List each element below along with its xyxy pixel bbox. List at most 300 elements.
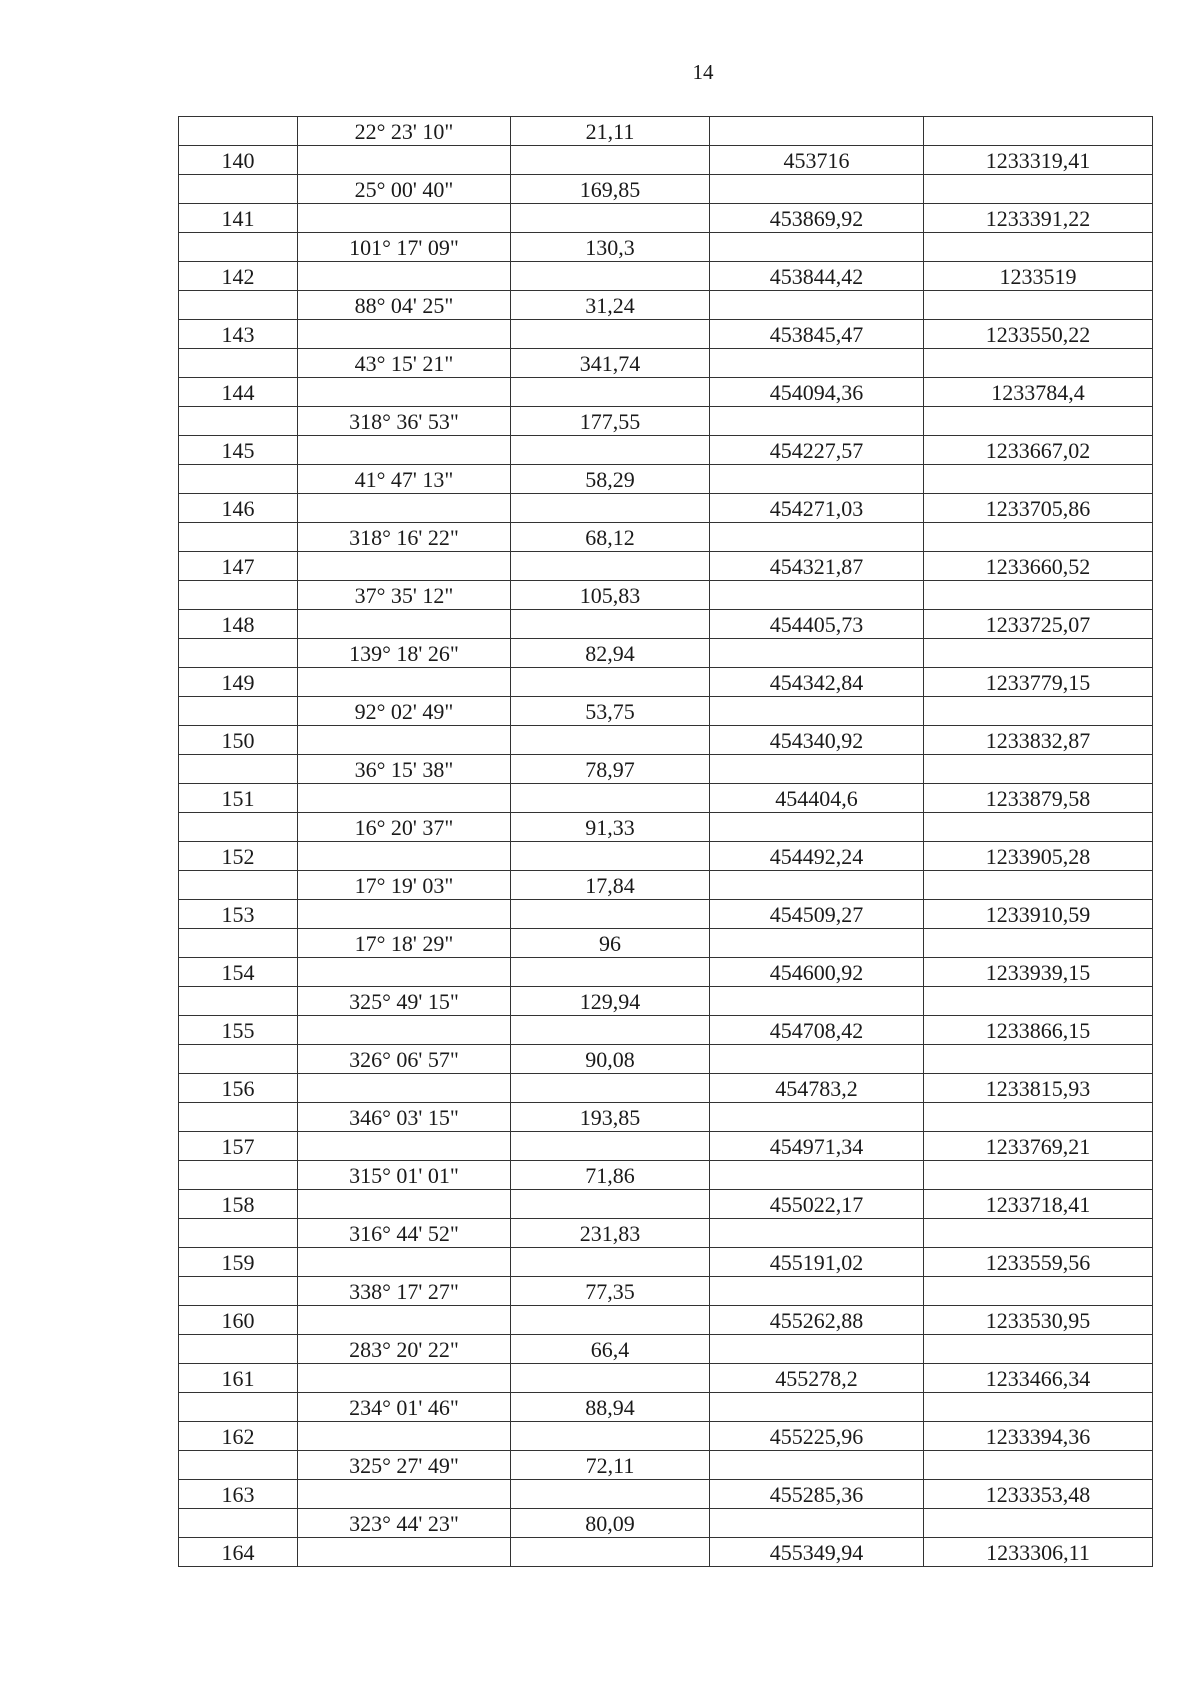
point-number-cell: 156 — [179, 1074, 298, 1103]
distance-cell: 105,83 — [511, 581, 710, 610]
x-coordinate-cell: 455225,96 — [710, 1422, 924, 1451]
y-coordinate-cell — [924, 581, 1153, 610]
segment-row — [179, 1219, 1153, 1248]
distance-cell: 31,24 — [511, 291, 710, 320]
distance-cell — [511, 842, 710, 871]
point-number-cell: 161 — [179, 1364, 298, 1393]
distance-cell — [511, 1422, 710, 1451]
point-row — [179, 958, 1153, 987]
distance-cell: 91,33 — [511, 813, 710, 842]
x-coordinate-cell: 454708,42 — [710, 1016, 924, 1045]
point-row — [179, 1422, 1153, 1451]
distance-cell: 58,29 — [511, 465, 710, 494]
x-coordinate-cell — [710, 175, 924, 204]
distance-cell: 130,3 — [511, 233, 710, 262]
point-number-cell: 149 — [179, 668, 298, 697]
x-coordinate-cell — [710, 407, 924, 436]
x-coordinate-cell — [710, 1509, 924, 1538]
y-coordinate-cell: 1233779,15 — [924, 668, 1153, 697]
direction-angle-cell: 318° 16' 22" — [298, 523, 511, 552]
y-coordinate-cell — [924, 1509, 1153, 1538]
distance-cell — [511, 1248, 710, 1277]
x-coordinate-cell: 455262,88 — [710, 1306, 924, 1335]
direction-angle-cell — [298, 146, 511, 175]
page-number: 14 — [692, 60, 714, 84]
segment-row — [179, 813, 1153, 842]
y-coordinate-cell: 1233660,52 — [924, 552, 1153, 581]
y-coordinate-cell — [924, 1219, 1153, 1248]
point-row — [179, 552, 1153, 581]
point-number-cell: 152 — [179, 842, 298, 871]
point-number-cell: 148 — [179, 610, 298, 639]
distance-cell — [511, 726, 710, 755]
direction-angle-cell: 325° 49' 15" — [298, 987, 511, 1016]
segment-row — [179, 1393, 1153, 1422]
distance-cell: 341,74 — [511, 349, 710, 378]
direction-angle-cell — [298, 958, 511, 987]
x-coordinate-cell: 454342,84 — [710, 668, 924, 697]
y-coordinate-cell — [924, 755, 1153, 784]
point-number-cell: 155 — [179, 1016, 298, 1045]
x-coordinate-cell — [710, 117, 924, 146]
point-number-cell — [179, 697, 298, 726]
x-coordinate-cell: 455022,17 — [710, 1190, 924, 1219]
distance-cell — [511, 784, 710, 813]
segment-row — [179, 755, 1153, 784]
segment-row — [179, 1451, 1153, 1480]
y-coordinate-cell: 1233718,41 — [924, 1190, 1153, 1219]
x-coordinate-cell: 454405,73 — [710, 610, 924, 639]
x-coordinate-cell: 454404,6 — [710, 784, 924, 813]
point-row — [179, 1016, 1153, 1045]
point-row — [179, 1306, 1153, 1335]
distance-cell — [511, 1074, 710, 1103]
segment-row — [179, 1277, 1153, 1306]
direction-angle-cell: 316° 44' 52" — [298, 1219, 511, 1248]
point-number-cell — [179, 871, 298, 900]
direction-angle-cell — [298, 1248, 511, 1277]
direction-angle-cell — [298, 1480, 511, 1509]
distance-cell: 53,75 — [511, 697, 710, 726]
y-coordinate-cell: 1233353,48 — [924, 1480, 1153, 1509]
direction-angle-cell — [298, 610, 511, 639]
y-coordinate-cell: 1233530,95 — [924, 1306, 1153, 1335]
y-coordinate-cell: 1233725,07 — [924, 610, 1153, 639]
distance-cell: 78,97 — [511, 755, 710, 784]
y-coordinate-cell — [924, 1103, 1153, 1132]
point-row — [179, 1480, 1153, 1509]
point-row — [179, 204, 1153, 233]
distance-cell — [511, 958, 710, 987]
point-number-cell — [179, 755, 298, 784]
direction-angle-cell: 25° 00' 40" — [298, 175, 511, 204]
x-coordinate-cell — [710, 349, 924, 378]
x-coordinate-cell — [710, 523, 924, 552]
segment-row — [179, 871, 1153, 900]
y-coordinate-cell — [924, 407, 1153, 436]
x-coordinate-cell — [710, 1451, 924, 1480]
x-coordinate-cell — [710, 1045, 924, 1074]
point-number-cell: 154 — [179, 958, 298, 987]
distance-cell — [511, 900, 710, 929]
point-number-cell — [179, 581, 298, 610]
point-number-cell — [179, 465, 298, 494]
direction-angle-cell — [298, 1190, 511, 1219]
x-coordinate-cell — [710, 233, 924, 262]
point-row — [179, 436, 1153, 465]
direction-angle-cell: 101° 17' 09" — [298, 233, 511, 262]
point-row — [179, 1074, 1153, 1103]
segment-row — [179, 291, 1153, 320]
direction-angle-cell: 22° 23' 10" — [298, 117, 511, 146]
point-number-cell: 145 — [179, 436, 298, 465]
segment-row — [179, 117, 1153, 146]
point-number-cell: 158 — [179, 1190, 298, 1219]
point-number-cell: 159 — [179, 1248, 298, 1277]
y-coordinate-cell: 1233394,36 — [924, 1422, 1153, 1451]
segment-row — [179, 1161, 1153, 1190]
direction-angle-cell — [298, 1132, 511, 1161]
segment-row — [179, 233, 1153, 262]
y-coordinate-cell: 1233769,21 — [924, 1132, 1153, 1161]
point-row — [179, 1132, 1153, 1161]
point-row — [179, 262, 1153, 291]
y-coordinate-cell — [924, 871, 1153, 900]
point-number-cell: 146 — [179, 494, 298, 523]
distance-cell: 80,09 — [511, 1509, 710, 1538]
point-number-cell: 151 — [179, 784, 298, 813]
direction-angle-cell: 234° 01' 46" — [298, 1393, 511, 1422]
distance-cell: 71,86 — [511, 1161, 710, 1190]
y-coordinate-cell — [924, 175, 1153, 204]
segment-row — [179, 465, 1153, 494]
x-coordinate-cell: 454227,57 — [710, 436, 924, 465]
point-number-cell — [179, 1277, 298, 1306]
direction-angle-cell — [298, 552, 511, 581]
x-coordinate-cell — [710, 871, 924, 900]
direction-angle-cell: 17° 18' 29" — [298, 929, 511, 958]
distance-cell — [511, 262, 710, 291]
x-coordinate-cell: 454509,27 — [710, 900, 924, 929]
direction-angle-cell: 338° 17' 27" — [298, 1277, 511, 1306]
x-coordinate-cell: 455191,02 — [710, 1248, 924, 1277]
point-number-cell: 141 — [179, 204, 298, 233]
point-row — [179, 378, 1153, 407]
direction-angle-cell — [298, 1364, 511, 1393]
y-coordinate-cell: 1233866,15 — [924, 1016, 1153, 1045]
point-number-cell — [179, 1509, 298, 1538]
point-number-cell: 147 — [179, 552, 298, 581]
y-coordinate-cell — [924, 349, 1153, 378]
x-coordinate-cell: 453844,42 — [710, 262, 924, 291]
distance-cell — [511, 1190, 710, 1219]
x-coordinate-cell: 454094,36 — [710, 378, 924, 407]
x-coordinate-cell — [710, 987, 924, 1016]
direction-angle-cell: 88° 04' 25" — [298, 291, 511, 320]
y-coordinate-cell: 1233559,56 — [924, 1248, 1153, 1277]
point-number-cell: 142 — [179, 262, 298, 291]
point-number-cell — [179, 1335, 298, 1364]
x-coordinate-cell: 454600,92 — [710, 958, 924, 987]
distance-cell — [511, 436, 710, 465]
y-coordinate-cell — [924, 1161, 1153, 1190]
point-number-cell — [179, 639, 298, 668]
x-coordinate-cell: 454340,92 — [710, 726, 924, 755]
x-coordinate-cell: 454783,2 — [710, 1074, 924, 1103]
x-coordinate-cell — [710, 813, 924, 842]
point-number-cell: 150 — [179, 726, 298, 755]
direction-angle-cell: 36° 15' 38" — [298, 755, 511, 784]
x-coordinate-cell: 453716 — [710, 146, 924, 175]
x-coordinate-cell: 455349,94 — [710, 1538, 924, 1567]
x-coordinate-cell — [710, 697, 924, 726]
direction-angle-cell: 326° 06' 57" — [298, 1045, 511, 1074]
segment-row — [179, 1045, 1153, 1074]
point-number-cell — [179, 1219, 298, 1248]
direction-angle-cell — [298, 1306, 511, 1335]
distance-cell: 129,94 — [511, 987, 710, 1016]
y-coordinate-cell: 1233879,58 — [924, 784, 1153, 813]
y-coordinate-cell: 1233466,34 — [924, 1364, 1153, 1393]
x-coordinate-cell: 455278,2 — [710, 1364, 924, 1393]
x-coordinate-cell: 455285,36 — [710, 1480, 924, 1509]
segment-row — [179, 523, 1153, 552]
point-row — [179, 610, 1153, 639]
point-number-cell — [179, 1393, 298, 1422]
y-coordinate-cell: 1233784,4 — [924, 378, 1153, 407]
point-number-cell — [179, 291, 298, 320]
segment-row — [179, 581, 1153, 610]
point-number-cell — [179, 349, 298, 378]
direction-angle-cell: 41° 47' 13" — [298, 465, 511, 494]
segment-row — [179, 1335, 1153, 1364]
direction-angle-cell — [298, 1422, 511, 1451]
distance-cell — [511, 1306, 710, 1335]
y-coordinate-cell: 1233550,22 — [924, 320, 1153, 349]
segment-row — [179, 1509, 1153, 1538]
direction-angle-cell — [298, 900, 511, 929]
point-number-cell — [179, 523, 298, 552]
direction-angle-cell — [298, 1016, 511, 1045]
direction-angle-cell: 323° 44' 23" — [298, 1509, 511, 1538]
direction-angle-cell: 16° 20' 37" — [298, 813, 511, 842]
x-coordinate-cell — [710, 1335, 924, 1364]
y-coordinate-cell — [924, 233, 1153, 262]
distance-cell: 68,12 — [511, 523, 710, 552]
distance-cell — [511, 610, 710, 639]
direction-angle-cell — [298, 204, 511, 233]
distance-cell — [511, 378, 710, 407]
direction-angle-cell — [298, 726, 511, 755]
direction-angle-cell: 139° 18' 26" — [298, 639, 511, 668]
y-coordinate-cell: 1233306,11 — [924, 1538, 1153, 1567]
y-coordinate-cell — [924, 1335, 1153, 1364]
x-coordinate-cell: 454492,24 — [710, 842, 924, 871]
point-number-cell — [179, 987, 298, 1016]
direction-angle-cell — [298, 494, 511, 523]
x-coordinate-cell — [710, 1161, 924, 1190]
direction-angle-cell — [298, 842, 511, 871]
point-number-cell: 153 — [179, 900, 298, 929]
distance-cell: 17,84 — [511, 871, 710, 900]
point-row — [179, 1538, 1153, 1567]
distance-cell — [511, 320, 710, 349]
y-coordinate-cell — [924, 987, 1153, 1016]
y-coordinate-cell — [924, 291, 1153, 320]
x-coordinate-cell — [710, 291, 924, 320]
segment-row — [179, 407, 1153, 436]
point-number-cell: 163 — [179, 1480, 298, 1509]
point-number-cell — [179, 813, 298, 842]
direction-angle-cell: 318° 36' 53" — [298, 407, 511, 436]
point-number-cell: 164 — [179, 1538, 298, 1567]
segment-row — [179, 987, 1153, 1016]
direction-angle-cell: 43° 15' 21" — [298, 349, 511, 378]
y-coordinate-cell — [924, 929, 1153, 958]
distance-cell: 77,35 — [511, 1277, 710, 1306]
y-coordinate-cell: 1233667,02 — [924, 436, 1153, 465]
distance-cell — [511, 1016, 710, 1045]
distance-cell — [511, 1538, 710, 1567]
distance-cell: 21,11 — [511, 117, 710, 146]
direction-angle-cell — [298, 1538, 511, 1567]
point-number-cell — [179, 175, 298, 204]
distance-cell — [511, 1364, 710, 1393]
point-number-cell — [179, 929, 298, 958]
x-coordinate-cell — [710, 755, 924, 784]
point-row — [179, 1364, 1153, 1393]
distance-cell: 66,4 — [511, 1335, 710, 1364]
x-coordinate-cell — [710, 1393, 924, 1422]
y-coordinate-cell: 1233910,59 — [924, 900, 1153, 929]
distance-cell — [511, 204, 710, 233]
point-number-cell — [179, 1103, 298, 1132]
x-coordinate-cell — [710, 1103, 924, 1132]
distance-cell: 82,94 — [511, 639, 710, 668]
distance-cell: 231,83 — [511, 1219, 710, 1248]
direction-angle-cell: 92° 02' 49" — [298, 697, 511, 726]
direction-angle-cell — [298, 668, 511, 697]
y-coordinate-cell — [924, 523, 1153, 552]
y-coordinate-cell — [924, 1393, 1153, 1422]
distance-cell: 169,85 — [511, 175, 710, 204]
distance-cell: 90,08 — [511, 1045, 710, 1074]
y-coordinate-cell: 1233391,22 — [924, 204, 1153, 233]
point-number-cell — [179, 117, 298, 146]
direction-angle-cell: 346° 03' 15" — [298, 1103, 511, 1132]
y-coordinate-cell — [924, 1277, 1153, 1306]
x-coordinate-cell — [710, 465, 924, 494]
point-number-cell — [179, 1451, 298, 1480]
point-row — [179, 726, 1153, 755]
coordinates-table — [178, 116, 1153, 1567]
direction-angle-cell — [298, 262, 511, 291]
distance-cell: 96 — [511, 929, 710, 958]
direction-angle-cell: 283° 20' 22" — [298, 1335, 511, 1364]
y-coordinate-cell: 1233905,28 — [924, 842, 1153, 871]
x-coordinate-cell: 453845,47 — [710, 320, 924, 349]
segment-row — [179, 175, 1153, 204]
direction-angle-cell — [298, 378, 511, 407]
direction-angle-cell — [298, 1074, 511, 1103]
distance-cell — [511, 668, 710, 697]
y-coordinate-cell: 1233705,86 — [924, 494, 1153, 523]
y-coordinate-cell: 1233319,41 — [924, 146, 1153, 175]
point-number-cell — [179, 1045, 298, 1074]
distance-cell — [511, 1480, 710, 1509]
point-row — [179, 320, 1153, 349]
x-coordinate-cell — [710, 639, 924, 668]
y-coordinate-cell — [924, 1045, 1153, 1074]
segment-row — [179, 929, 1153, 958]
x-coordinate-cell — [710, 1219, 924, 1248]
segment-row — [179, 1103, 1153, 1132]
point-number-cell: 140 — [179, 146, 298, 175]
point-row — [179, 842, 1153, 871]
point-row — [179, 1248, 1153, 1277]
y-coordinate-cell: 1233832,87 — [924, 726, 1153, 755]
point-number-cell: 143 — [179, 320, 298, 349]
distance-cell: 88,94 — [511, 1393, 710, 1422]
x-coordinate-cell — [710, 1277, 924, 1306]
x-coordinate-cell — [710, 929, 924, 958]
point-row — [179, 668, 1153, 697]
y-coordinate-cell — [924, 639, 1153, 668]
direction-angle-cell: 37° 35' 12" — [298, 581, 511, 610]
direction-angle-cell — [298, 784, 511, 813]
point-row — [179, 784, 1153, 813]
direction-angle-cell — [298, 436, 511, 465]
x-coordinate-cell: 454971,34 — [710, 1132, 924, 1161]
x-coordinate-cell: 454271,03 — [710, 494, 924, 523]
point-number-cell: 157 — [179, 1132, 298, 1161]
segment-row — [179, 639, 1153, 668]
segment-row — [179, 349, 1153, 378]
distance-cell — [511, 146, 710, 175]
y-coordinate-cell: 1233939,15 — [924, 958, 1153, 987]
point-row — [179, 146, 1153, 175]
distance-cell: 193,85 — [511, 1103, 710, 1132]
point-number-cell: 144 — [179, 378, 298, 407]
distance-cell — [511, 1132, 710, 1161]
y-coordinate-cell — [924, 697, 1153, 726]
distance-cell: 72,11 — [511, 1451, 710, 1480]
x-coordinate-cell — [710, 581, 924, 610]
distance-cell — [511, 552, 710, 581]
point-row — [179, 1190, 1153, 1219]
y-coordinate-cell: 1233519 — [924, 262, 1153, 291]
y-coordinate-cell — [924, 465, 1153, 494]
distance-cell: 177,55 — [511, 407, 710, 436]
y-coordinate-cell: 1233815,93 — [924, 1074, 1153, 1103]
point-number-cell: 162 — [179, 1422, 298, 1451]
distance-cell — [511, 494, 710, 523]
point-row — [179, 494, 1153, 523]
y-coordinate-cell — [924, 117, 1153, 146]
x-coordinate-cell: 453869,92 — [710, 204, 924, 233]
point-number-cell — [179, 1161, 298, 1190]
segment-row — [179, 697, 1153, 726]
x-coordinate-cell: 454321,87 — [710, 552, 924, 581]
direction-angle-cell: 17° 19' 03" — [298, 871, 511, 900]
point-number-cell — [179, 233, 298, 262]
direction-angle-cell — [298, 320, 511, 349]
coordinates-table-body — [179, 117, 1153, 1567]
y-coordinate-cell — [924, 1451, 1153, 1480]
point-number-cell: 160 — [179, 1306, 298, 1335]
direction-angle-cell: 325° 27' 49" — [298, 1451, 511, 1480]
point-number-cell — [179, 407, 298, 436]
